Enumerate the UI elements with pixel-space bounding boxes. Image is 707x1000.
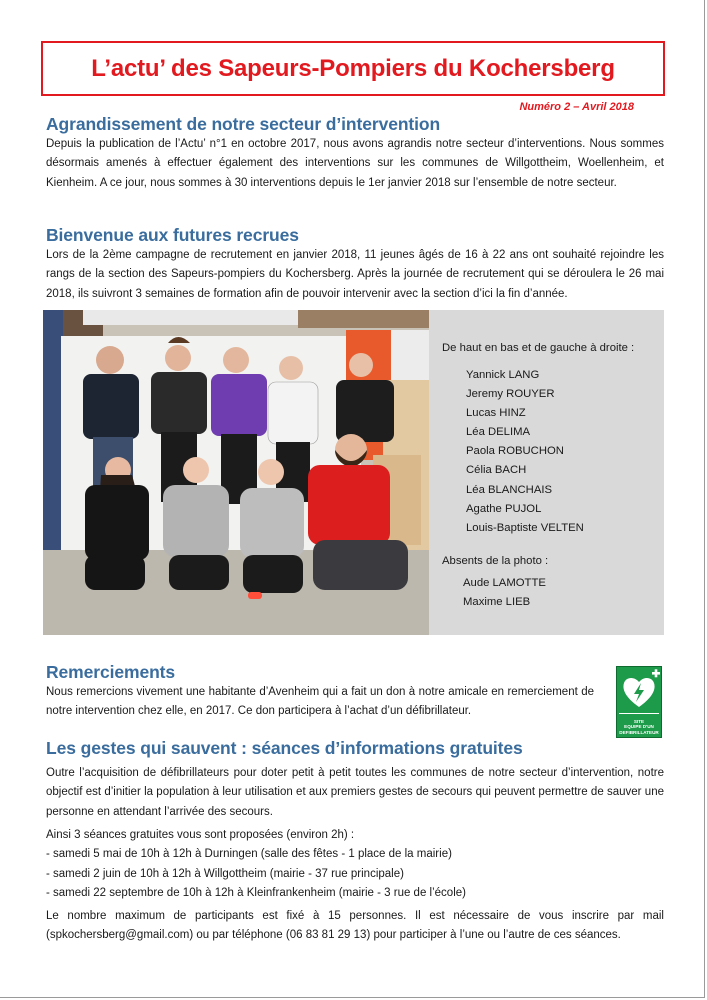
title-box xyxy=(41,41,665,96)
section-body-gestes: Outre l’acquisition de défibrillateurs pour doter petit à petit toutes les communes de notre secteur d’intervention, notre objectif est d’initier la population à leur utilisation et aux premiers gestes de secours qui peuvent permettre de sauver une personne en attendant l’arrivée des secours. xyxy=(46,767,664,818)
session-item: - samedi 5 mai de 10h à 12h à Durningen (salle des fêtes - 1 place de la mairie) xyxy=(46,848,452,861)
defibrillator-sign xyxy=(616,666,662,738)
sign-label-line: SITE xyxy=(633,718,645,724)
section-heading-recrues: Bienvenue aux futures recrues xyxy=(46,225,299,245)
section-body-secteur: Depuis la publication de l’Actu’ n°1 en octobre 2017, nous avons agrandis notre secteur d’interventions. Nous sommes désormais amenés à effectuer également des interventions sur les communes de Willgottheim, Woellenheim, et Kienheim. A ce jour, nous sommes à 30 interventions depuis le 1er janvier 2018 sur l’ensemble de notre secteur. xyxy=(46,138,664,189)
session-item: - samedi 2 juin de 10h à 12h à Willgottheim (mairie - 37 rue principale) xyxy=(46,867,404,880)
recruit-names-list xyxy=(466,366,584,538)
recruit-name: Léa BLANCHAIS xyxy=(466,483,553,496)
sessions-block xyxy=(46,826,664,903)
absent-name: Maxime LIEB xyxy=(463,596,531,609)
recruit-name: Yannick LANG xyxy=(466,369,540,381)
recruit-name: Paola ROBUCHON xyxy=(466,445,564,458)
issue-label: Numéro 2 – Avril 2018 xyxy=(519,101,634,113)
session-item: - samedi 22 septembre de 10h à 12h à Kleinfrankenheim (mairie - 3 rue de l’école) xyxy=(46,886,466,899)
recruit-name: Célia BACH xyxy=(466,464,527,477)
recruit-name: Léa DELIMA xyxy=(466,426,531,439)
absent-label: Absents de la photo : xyxy=(442,555,549,567)
sessions-intro: Ainsi 3 séances gratuites vous sont proposées (environ 2h) : xyxy=(46,829,355,841)
recruit-name: Lucas HINZ xyxy=(466,407,526,420)
section-heading-remerciements: Remerciements xyxy=(46,662,176,682)
section-body-remerciements: Nous remercions vivement une habitante d’Avenheim qui a fait un don à notre amicale en remerciement de notre intervention chez elle, en 2017. Ce don participera à l’achat d’un défibrillateur. xyxy=(46,686,594,718)
recruit-name: Agathe PUJOL xyxy=(466,502,542,515)
absent-names-list xyxy=(463,574,546,612)
recruit-name: Louis-Baptiste VELTEN xyxy=(466,521,584,534)
recruit-name: Jeremy ROUYER xyxy=(466,388,555,401)
group-photo xyxy=(43,310,429,635)
caption-intro: De haut en bas et de gauche à droite : xyxy=(442,342,635,354)
sign-divider xyxy=(619,713,659,714)
photo-caption-panel xyxy=(429,310,664,635)
section-heading-gestes: Les gestes qui sauvent : séances d’informations gratuites xyxy=(46,738,523,758)
section-body-recrues: Lors de la 2ème campagne de recrutement en janvier 2018, 11 jeunes âgés de 16 à 22 ans ont souhaité rejoindre les rangs de la section des Sapeurs-pompiers du Kochersberg. Après la journée de recrutement qui se déroulera le 26 mai 2018, ils suivront 3 semaines de formation afin de pouvoir intervenir avec la section d’ici la fin d’année. xyxy=(46,249,664,300)
group-photo-illustration xyxy=(43,310,429,635)
sign-label xyxy=(617,719,661,736)
defibrillator-heart-icon xyxy=(617,667,663,713)
absent-name: Aude LAMOTTE xyxy=(463,577,546,589)
sign-label-line: EQUIPE D'UN xyxy=(624,724,654,729)
section-heading-secteur: Agrandissement de notre secteur d’intervention xyxy=(46,114,441,134)
newsletter-title: L’actu’ des Sapeurs-Pompiers du Kochersberg xyxy=(91,54,615,82)
sign-label-line: DEFIBRILLATEUR xyxy=(619,729,659,735)
section-closing-gestes: Le nombre maximum de participants est fixé à 15 personnes. Il est nécessaire de vous inscrire par mail (spkochersberg@gmail.com) ou par téléphone (06 83 81 29 13) pour participer à l’une ou l’autre de ces séances. xyxy=(46,910,664,942)
